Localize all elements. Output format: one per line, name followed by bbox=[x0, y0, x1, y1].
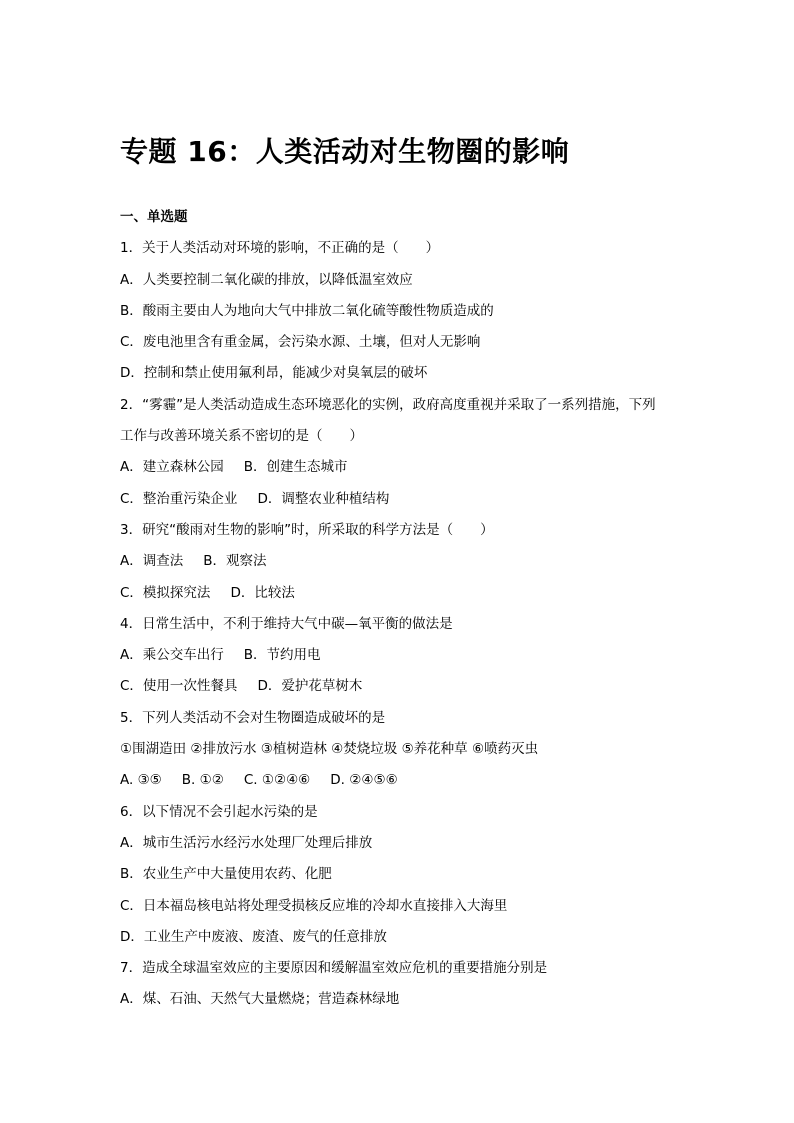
question-6-stem: 6．以下情况不会引起水污染的是 bbox=[120, 803, 318, 820]
question-5-option-a: A. ③⑤ bbox=[120, 772, 162, 789]
question-2-option-d: D．调整农业种植结构 bbox=[257, 490, 390, 507]
section-heading: 一、单选题 bbox=[120, 209, 188, 225]
question-5-option-c: C. ①②④⑥ bbox=[243, 772, 311, 789]
question-2-stem-continued: 工作与改善环境关系不密切的是（ ） bbox=[120, 428, 363, 445]
question-5-stem: 5．下列人类活动不会对生物圈造成破坏的是 bbox=[120, 709, 386, 726]
question-1-option-b: B．酸雨主要由人为地向大气中排放二氧化硫等酸性物质造成的 bbox=[120, 302, 494, 319]
question-6-option-d: D．工业生产中废液、废渣、废气的任意排放 bbox=[120, 928, 387, 945]
question-list bbox=[120, 202, 680, 1016]
question-3-options-row-1 bbox=[120, 546, 680, 577]
question-3-option-d: D．比较法 bbox=[230, 584, 295, 601]
question-1-option-c: C．废电池里含有重金属，会污染水源、土壤，但对人无影响 bbox=[120, 334, 481, 351]
question-2-option-b: B．创建生态城市 bbox=[243, 459, 348, 476]
question-4-stem: 4．日常生活中，不利于维持大气中碳—氧平衡的做法是 bbox=[120, 615, 453, 632]
question-3-stem: 3．研究“酸雨对生物的影响”时，所采取的科学方法是（ ） bbox=[120, 521, 494, 538]
question-2-option-a: A．建立森林公园 bbox=[120, 459, 224, 476]
question-5-items: ①围湖造田 ②排放污水 ③植树造林 ④焚烧垃圾 ⑤养花种草 ⑥喷药灭虫 bbox=[120, 741, 539, 758]
question-7-option-a: A．煤、石油、天然气大量燃烧；营造森林绿地 bbox=[120, 991, 400, 1008]
question-1-option-d: D．控制和禁止使用氟利昂，能减少对臭氧层的破坏 bbox=[120, 365, 428, 382]
question-3-option-c: C．模拟探究法 bbox=[120, 584, 211, 601]
question-4-option-c: C．使用一次性餐具 bbox=[120, 678, 238, 695]
question-1-option-a: A．人类要控制二氧化碳的排放，以降低温室效应 bbox=[120, 271, 413, 288]
question-6-option-b: B．农业生产中大量使用农药、化肥 bbox=[120, 866, 332, 883]
question-4-options-row-1 bbox=[120, 640, 680, 671]
question-1-stem: 1．关于人类活动对环境的影响，不正确的是（ ） bbox=[120, 240, 440, 257]
question-5-options-row bbox=[120, 765, 680, 796]
question-4-option-d: D．爱护花草树木 bbox=[257, 678, 363, 695]
question-4-options-row-2 bbox=[120, 671, 680, 702]
page-title: 专题 16：人类活动对生物圈的影响 bbox=[120, 135, 570, 168]
question-2-stem: 2．“雾霾”是人类活动造成生态环境恶化的实例，政府高度重视并采取了一系列措施，下列 bbox=[120, 396, 656, 413]
question-6-option-c: C．日本福岛核电站将处理受损核反应堆的冷却水直接排入大海里 bbox=[120, 897, 508, 914]
question-5-option-b: B. ①② bbox=[181, 772, 224, 789]
question-2-options-row-1 bbox=[120, 452, 680, 483]
question-4-option-b: B．节约用电 bbox=[243, 647, 321, 664]
question-3-options-row-2 bbox=[120, 578, 680, 609]
question-2-option-c: C．整治重污染企业 bbox=[120, 490, 238, 507]
question-2-options-row-2 bbox=[120, 484, 680, 515]
question-3-option-a: A．调查法 bbox=[120, 553, 184, 570]
question-7-stem: 7．造成全球温室效应的主要原因和缓解温室效应危机的重要措施分别是 bbox=[120, 960, 548, 977]
question-4-option-a: A．乘公交车出行 bbox=[120, 647, 224, 664]
question-3-option-b: B．观察法 bbox=[203, 553, 267, 570]
question-6-option-a: A．城市生活污水经污水处理厂处理后排放 bbox=[120, 834, 373, 851]
question-5-option-d: D. ②④⑤⑥ bbox=[330, 772, 398, 789]
